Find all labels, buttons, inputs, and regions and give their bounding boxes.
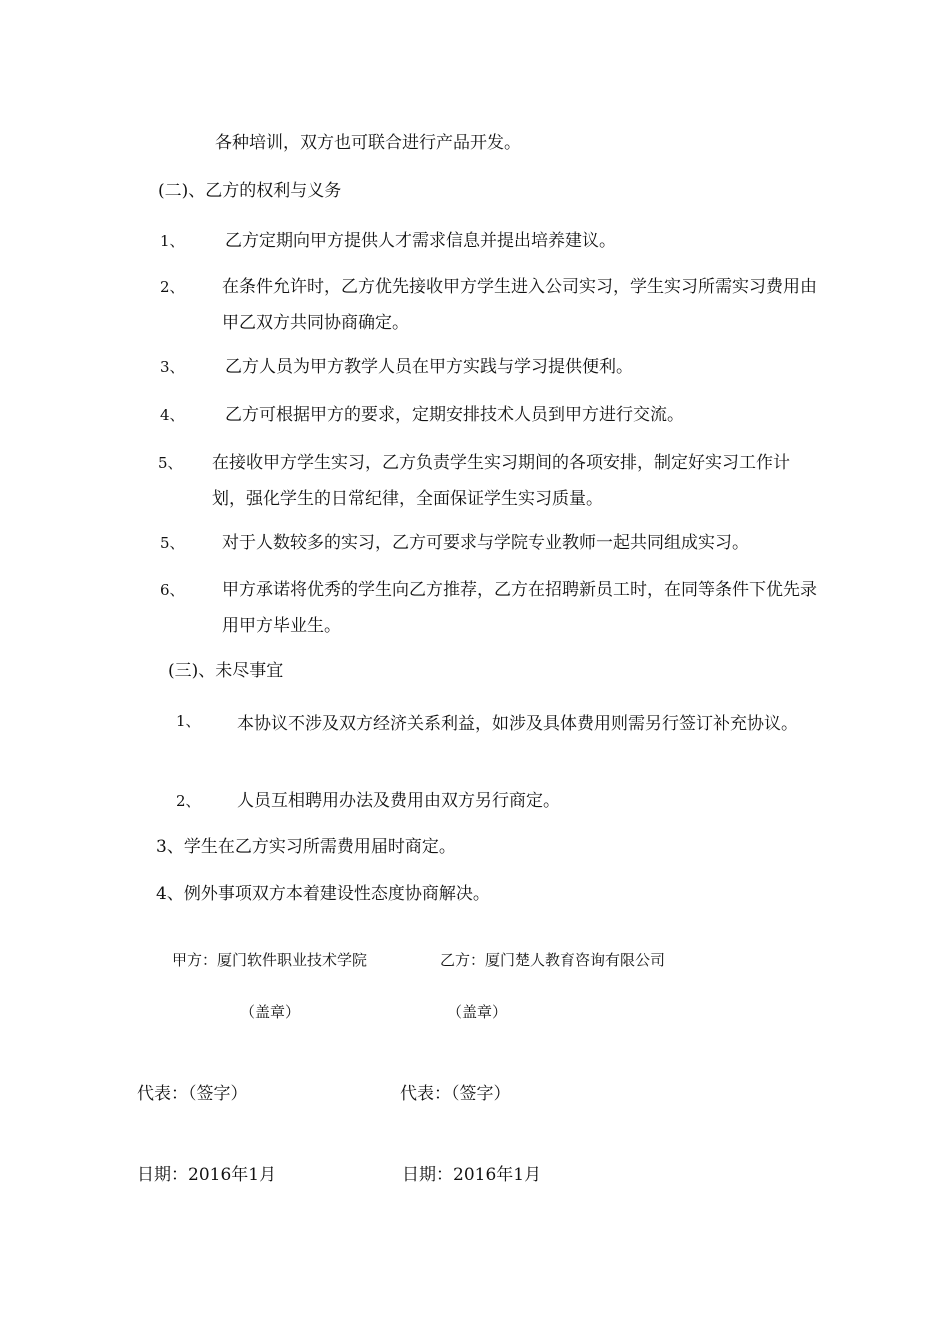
section3-item1-text: 本协议不涉及双方经济关系利益，如涉及具体费用则需另行签订补充协议。: [237, 714, 798, 734]
section3-item2-text: 人员互相聘用办法及费用由双方另行商定。: [237, 791, 560, 811]
section2-item4-number: 4、: [160, 406, 185, 424]
section2-item3-text: 乙方人员为甲方教学人员在甲方实践与学习提供便利。: [225, 357, 633, 377]
section3-item4-text: 4、例外事项双方本着建设性态度协商解决。: [156, 884, 490, 904]
party-b-representative: 代表：（签字）: [400, 1084, 511, 1104]
section3-item3-text: 3、学生在乙方实习所需费用届时商定。: [156, 837, 456, 857]
section1-tail-text: 各种培训，双方也可联合进行产品开发。: [215, 133, 521, 153]
party-a-representative: 代表：（签字）: [137, 1084, 248, 1104]
section2-item1-text: 乙方定期向甲方提供人才需求信息并提出培养建议。: [225, 231, 616, 251]
party-b-name: 乙方：厦门楚人教育咨询有限公司: [440, 951, 666, 969]
section2-item6-text: 甲方承诺将优秀的学生向乙方推荐，乙方在招聘新员工时，在同等条件下优先录用甲方毕业生。: [222, 580, 817, 636]
section2-item3-number: 3、: [160, 358, 185, 376]
section3-item1-text-line1: [237, 706, 822, 742]
party-a-date: 日期：2016年1月: [137, 1165, 277, 1185]
section3-heading: (三)、未尽事宜: [168, 661, 284, 681]
section2-item2-text: 在条件允许时，乙方优先接收甲方学生进入公司实习，学生实习所需实习费用由甲乙双方共同协商确定。: [222, 277, 817, 333]
section2-item1-number: 1、: [160, 232, 185, 250]
section2-item5-text: [212, 445, 822, 517]
section2-item5-body: 在接收甲方学生实习，乙方负责学生实习期间的各项安排，制定好实习工作计划，强化学生的日常纪律，全面保证学生实习质量。: [212, 453, 790, 509]
section3-item1-number: 1、: [176, 712, 201, 730]
party-a-name: 甲方：厦门软件职业技术学院: [172, 951, 368, 969]
section3-item2-number: 2、: [176, 792, 201, 810]
section2-heading: (二)、乙方的权利与义务: [158, 181, 342, 201]
section2-item5-number: 5、: [158, 454, 183, 472]
party-a-seal: （盖章）: [240, 1003, 301, 1021]
section2-item5b-text: 对于人数较多的实习，乙方可要求与学院专业教师一起共同组成实习。: [222, 533, 749, 553]
party-b-seal: （盖章）: [447, 1003, 508, 1021]
party-b-date: 日期：2016年1月: [402, 1165, 542, 1185]
section2-item4-text: 乙方可根据甲方的要求，定期安排技术人员到甲方进行交流。: [225, 405, 684, 425]
section2-item2-number: 2、: [160, 278, 185, 296]
section2-item5b-number: 5、: [160, 534, 185, 552]
section2-item6-number: 6、: [160, 581, 185, 599]
